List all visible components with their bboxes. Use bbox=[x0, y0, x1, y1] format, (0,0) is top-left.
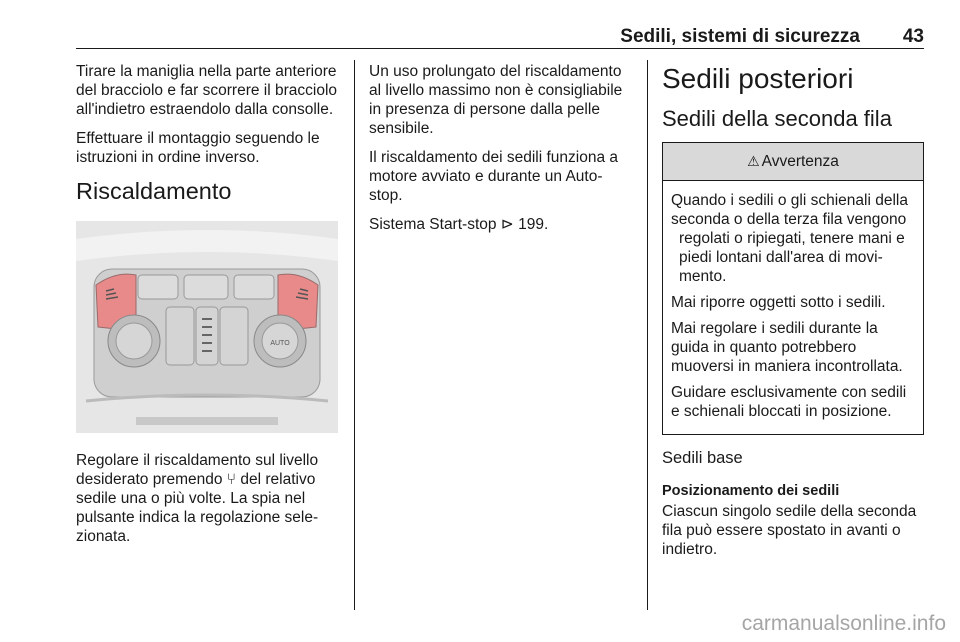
subsection-title: Sedili della seconda fila bbox=[662, 106, 892, 131]
paragraph: Regolare il riscaldamento sul livello desiderato premendo ⑂ del relativo sedile una o più volte. La spia nel pulsante indica la regolazione selezionata. bbox=[76, 452, 319, 545]
column-divider bbox=[354, 60, 355, 610]
page-number: 43 bbox=[902, 26, 924, 47]
warning-text: regolati o ripiegati, tenere mani e piedi lontani dall'area di movimento. bbox=[679, 230, 905, 285]
column-left bbox=[76, 62, 338, 556]
warning-header bbox=[663, 143, 923, 181]
column-right bbox=[662, 62, 924, 569]
section-title: Sedili posteriori bbox=[662, 63, 854, 94]
chapter-title: Sedili, sistemi di sicurezza bbox=[620, 26, 860, 47]
warning-text: Mai riporre oggetti sotto i sedili. bbox=[671, 294, 886, 311]
warning-body bbox=[663, 181, 923, 434]
column-divider bbox=[647, 60, 648, 610]
auto-label: AUTO bbox=[270, 340, 290, 347]
warning-icon: ⚠ bbox=[747, 153, 760, 169]
warning-text: Mai regolare i sedili durante la guida in quanto potrebbero muoversi in maniera incontrollata. bbox=[671, 320, 903, 375]
warning-text: Guidare esclusivamente con sedili e schienali bloccati in posizione. bbox=[671, 384, 907, 420]
page-header bbox=[76, 24, 924, 49]
paragraph: Tirare la maniglia nella parte anteriore del bracciolo e far scorrere il bracciolo all'indietro estraendolo dalla consolle. bbox=[76, 63, 338, 118]
warning-text: Quando i sedili o gli schienali della seconda o della terza fila vengono bbox=[671, 192, 908, 228]
climate-control-figure bbox=[76, 221, 338, 433]
paragraph: Effettuare il montaggio seguendo le istruzioni in ordine inverso. bbox=[76, 130, 320, 166]
warning-title: Avvertenza bbox=[761, 153, 839, 170]
bold-heading: Posizionamento dei sedili bbox=[662, 483, 840, 499]
minor-heading: Sedili base bbox=[662, 449, 743, 467]
section-heading: Riscaldamento bbox=[76, 178, 232, 204]
paragraph: Un uso prolungato del riscaldamento al livello massimo non è consigliabile in presenza di persone dalla pelle sensibile. bbox=[369, 63, 623, 137]
paragraph: Il riscaldamento dei sedili funziona a motore avviato e durante un Auto-stop. bbox=[369, 149, 618, 204]
column-middle bbox=[369, 62, 633, 244]
watermark: carmanualsonline.info bbox=[741, 612, 946, 635]
warning-box bbox=[662, 142, 924, 435]
paragraph: Ciascun singolo sedile della seconda fila può essere spostato in avanti o indietro. bbox=[662, 503, 917, 558]
cross-reference: Sistema Start-stop ⊳ 199. bbox=[369, 216, 549, 233]
